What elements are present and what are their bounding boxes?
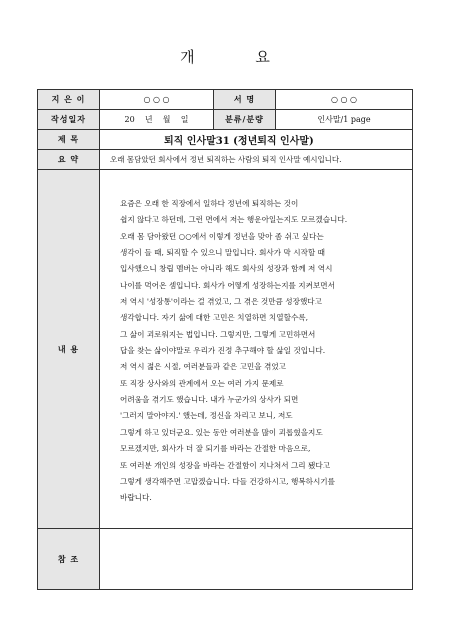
date-row	[38, 110, 413, 130]
summary-value: 오래 몸담았던 회사에서 정년 퇴직하는 사람의 퇴직 인사말 예시입니다.	[100, 150, 413, 170]
page-title: 개 요	[180, 48, 298, 66]
content-line: 답을 찾는 삶이야말로 우리가 진정 추구해야 할 삶일 것입니다.	[120, 346, 326, 356]
reference-row	[38, 529, 413, 590]
content-line: 어려움을 겪기도 했습니다. 내가 누군가의 상사가 되면	[120, 395, 299, 405]
content-body	[100, 170, 413, 529]
subject-row	[38, 130, 413, 150]
signature-label: 서 명	[214, 90, 276, 110]
content-line: 그 삶이 괴로워지는 법입니다. 그렇지만, 그렇게 고민하면서	[120, 329, 316, 339]
content-line: 요즘은 오래 한 직장에서 일하다 정년에 퇴직하는 것이	[120, 199, 299, 208]
subject-label: 제 목	[38, 130, 100, 150]
reference-label: 참 조	[38, 529, 100, 590]
signature-value: ○ ○ ○	[276, 90, 413, 110]
date-label: 작성일자	[38, 110, 100, 130]
content-line: 모르겠지만, 회사가 더 잘 되기를 바라는 간절한 마음으로,	[120, 444, 311, 454]
date-value: 20 년 월 일	[100, 110, 214, 130]
summary-row	[38, 150, 413, 170]
content-line: 저 역시 젊은 시절, 여러분들과 같은 고민을 겪었고	[120, 362, 287, 372]
reference-value	[100, 529, 413, 590]
content-line: 또 여러분 개인의 성장을 바라는 간절함이 지나쳐서 그리 됐다고	[120, 460, 331, 470]
content-line: 또 직장 상사와의 관계에서 오는 여러 가지 문제로	[120, 378, 284, 388]
author-value: ○ ○ ○	[100, 90, 214, 110]
content-line: 생각이 들 때, 퇴직할 수 있으니 말입니다. 회사가 막 시작할 때	[120, 248, 326, 258]
content-line: 바랍니다.	[120, 493, 152, 503]
content-line: 오래 몸 담아왔던 ○○에서 이렇게 정년을 맞아 좀 쉬고 싶다는	[120, 231, 324, 241]
content-row	[38, 170, 413, 529]
content-line: 그렇게 하고 있더군요. 있는 동안 여러분을 많이 괴롭혔을지도	[120, 427, 323, 437]
content-line: '그러지 말아야지.' 했는데, 정신을 차리고 보니, 저도	[120, 411, 293, 421]
content-line: 쉽지 않다고 하던데, 그런 면에서 저는 행운아일는지도 모르겠습니다.	[120, 215, 348, 225]
content-line: 그렇게 생각해주면 고맙겠습니다. 다들 건강하시고, 행복하시기를	[120, 476, 335, 486]
category-value: 인사말/1 page	[276, 110, 413, 130]
summary-label: 요 약	[38, 150, 100, 170]
author-row	[38, 90, 413, 110]
author-label: 지 은 이	[38, 90, 100, 110]
category-label: 분류/분량	[214, 110, 276, 130]
content-line: 저 역시 '성장통'이라는 걸 겪었고, 그 겪은 것만큼 성장했다고	[120, 297, 322, 307]
summary-table	[37, 89, 413, 590]
subject-value: 퇴직 인사말31 (정년퇴직 인사말)	[100, 130, 413, 150]
content-label: 내 용	[38, 170, 100, 529]
content-line: 입사했으니 창립 멤버는 아니라 해도 회사의 성장과 함께 저 역시	[120, 264, 333, 274]
content-line: 나이를 먹어온 셈입니다. 회사가 어떻게 성장하는지를 지켜보면서	[120, 280, 335, 290]
content-line: 생각합니다. 자기 삶에 대한 고민은 치열하면 치열할수록,	[120, 313, 309, 323]
